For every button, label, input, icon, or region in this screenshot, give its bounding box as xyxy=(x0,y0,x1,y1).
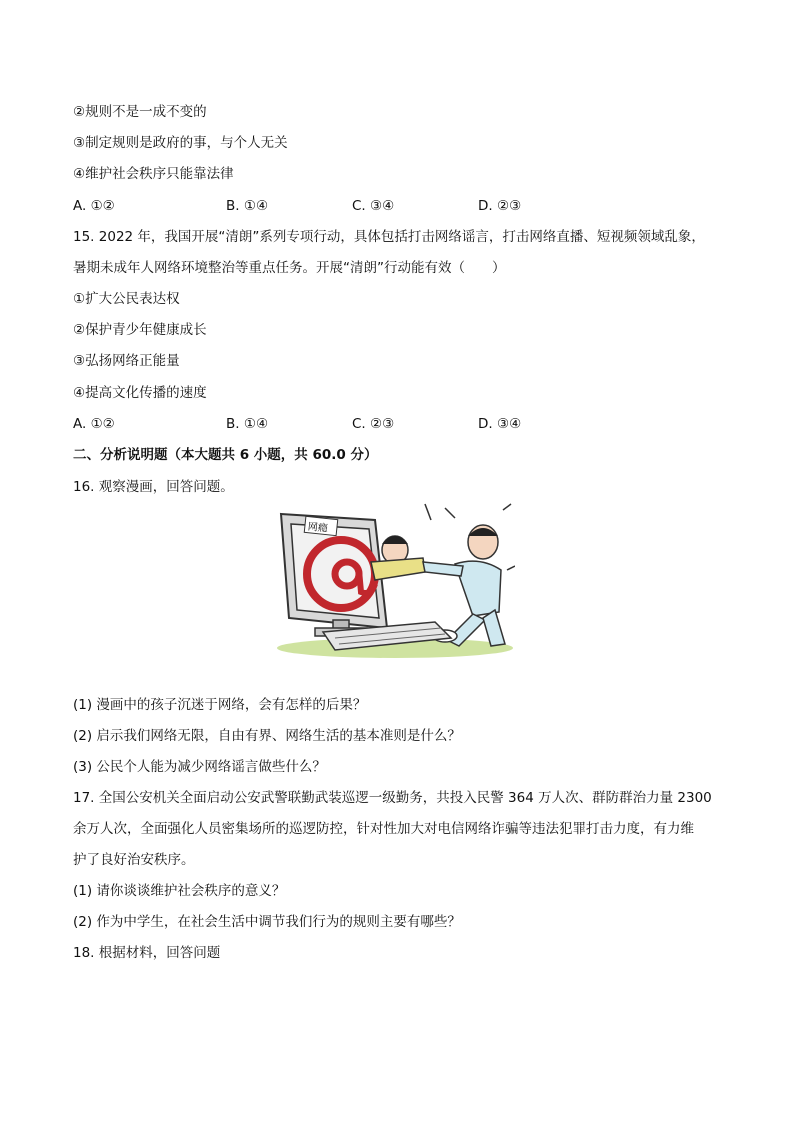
q17-stem-line2: 余万人次，全面强化人员密集场所的巡逻防控，针对性加大对电信网络诈骗等违法犯罪打击力度，有力维 xyxy=(73,821,694,837)
q14-option-c: C. ③④ xyxy=(352,198,395,214)
q15-option-a: A. ①② xyxy=(73,416,115,432)
q15-option-c: C. ②③ xyxy=(352,416,395,432)
q16-sub-2: (2) 启示我们网络无限，自由有界、网络生活的基本准则是什么？ xyxy=(73,728,461,744)
q18-stem: 18. 根据材料，回答问题 xyxy=(73,945,221,961)
q17-stem-line1: 17. 全国公安机关全面启动公安武警联勤武装巡逻一级勤务，共投入民警 364 万人次、群防群治力量 2300 xyxy=(73,790,712,806)
q15-item-4: ④提高文化传播的速度 xyxy=(73,385,207,401)
q15-item-1: ①扩大公民表达权 xyxy=(73,291,180,307)
q15-option-d: D. ③④ xyxy=(478,416,522,432)
q15-stem-line1: 15. 2022 年，我国开展“清朗”系列专项行动，具体包括打击网络谣言，打击网络直播、短视频领域乱象， xyxy=(73,229,705,245)
q14-item-3: ③制定规则是政府的事，与个人无关 xyxy=(73,135,288,151)
q17-sub-2: (2) 作为中学生，在社会生活中调节我们行为的规则主要有哪些？ xyxy=(73,914,461,930)
q16-sub-1: (1) 漫画中的孩子沉迷于网络，会有怎样的后果？ xyxy=(73,697,367,713)
cartoon-label: 网瘾 xyxy=(307,521,329,535)
q15-option-b: B. ①④ xyxy=(226,416,269,432)
q15-item-3: ③弘扬网络正能量 xyxy=(73,353,180,369)
internet-addiction-cartoon xyxy=(275,500,515,660)
q14-option-d: D. ②③ xyxy=(478,198,522,214)
q14-option-a: A. ①② xyxy=(73,198,115,214)
q14-item-2: ②规则不是一成不变的 xyxy=(73,104,207,120)
section-heading: 二、分析说明题（本大题共 6 小题，共 60.0 分） xyxy=(73,447,378,463)
q16-stem: 16. 观察漫画，回答问题。 xyxy=(73,479,234,495)
q15-item-2: ②保护青少年健康成长 xyxy=(73,322,207,338)
q16-sub-3: (3) 公民个人能为减少网络谣言做些什么？ xyxy=(73,759,326,775)
q15-stem-line2: 暑期未成年人网络环境整治等重点任务。开展“清朗”行动能有效（ ） xyxy=(73,260,506,276)
q14-item-4: ④维护社会秩序只能靠法律 xyxy=(73,166,234,182)
q14-option-b: B. ①④ xyxy=(226,198,269,214)
q17-stem-line3: 护了良好治安秩序。 xyxy=(73,852,195,868)
q17-sub-1: (1) 请你谈谈维护社会秩序的意义？ xyxy=(73,883,286,899)
